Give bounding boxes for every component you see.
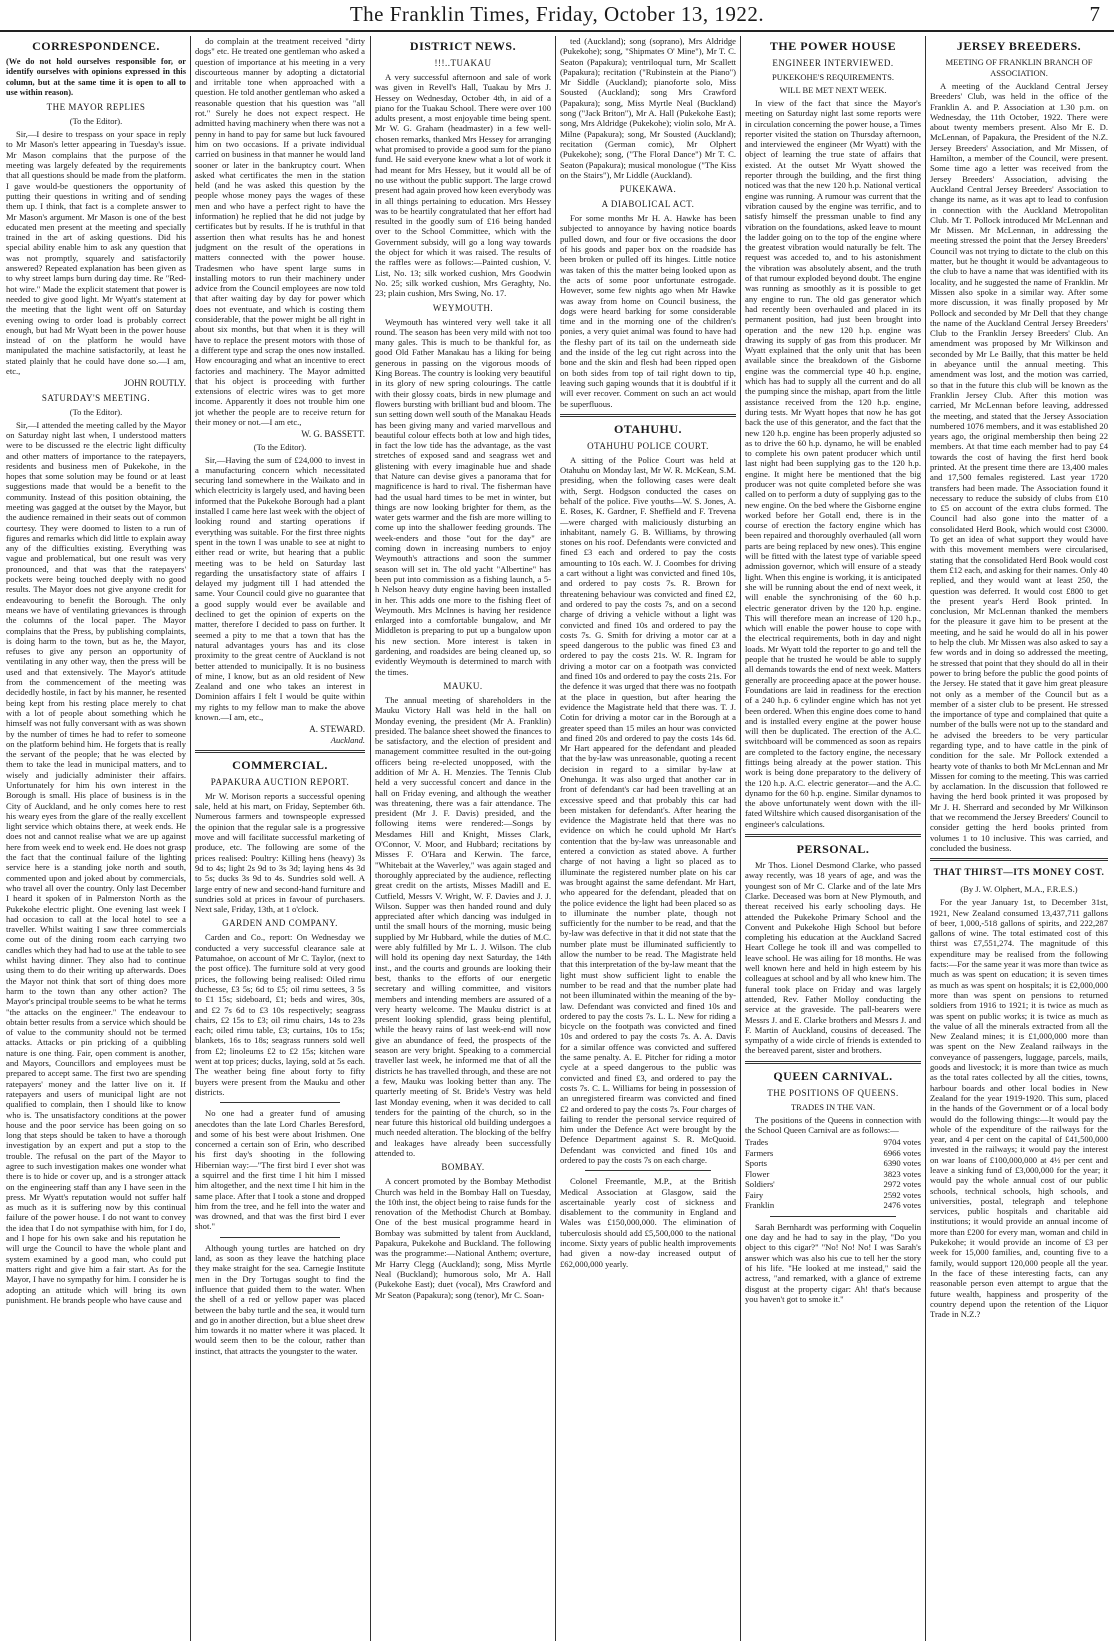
vote-row	[745, 1190, 921, 1201]
saturday-meeting-letter-continued: do complain at the treatment received "dirty dogs" etc. He treated one gentleman who asked a question of importance at his meeting in a very discourteous manner by adopting a dictatorial and irritable tone when approached with a question. He told another gentleman who asked a reasonable question that his question was "all rot." Surely he does not expect respect. He admitted having machinery when there was not a penny in hand to pay for same but luck favoured him on two occasions. If a private individual carried on business in that manner he would land sooner or later in the bankruptcy court. When asked what certificates the men in the station held (and he was asked this question by the people whose money pays the wages of these men and who have a perfect right to have the information) he replied that he did not judge by certificates but by results. If he is truthful in that assertion then what results has he and honest judgment on the result of the operations in matters connected with the power house. Tradesmen who have spent large sums in installing motors to run their machinery under advice from the Council employees are now told that after waiting day by day for power which does not eventuate, and which is costing them considerable, that the power might be all right in about six months, but that when it is they will have to replace the present motors with those of a different type and scrap the ones now installed. How encouraging and what an incentive to erect factories and machinery. The Mayor admitted that his object is proceeding with further extensions of electric wires was to get more income. Apparently it does not trouble him one jot whether the people are to receive return for their money or not.—I am etc.,	[195, 36, 365, 427]
jersey-breeders-subheading: MEETING OF FRANKLIN BRANCH OF ASSOCIATION.	[945, 57, 1093, 78]
correspondence-heading: CORRESPONDENCE.	[32, 39, 160, 53]
column-4	[560, 36, 736, 1641]
to-editor-line: (To the Editor).	[253, 441, 307, 452]
column-1	[6, 36, 186, 1641]
column-3	[375, 36, 551, 1641]
letter-signature: W. G. BASSETT.	[301, 429, 365, 440]
divider	[220, 1102, 340, 1103]
mauku-report: The annual meeting of shareholders in the Mauku Victory Hall was held in the hall on Monday evening, the president (Mr A. Franklin) presided. The balance sheet showed the finances to be satisfactory, and the election of president and management committee resulted in the out-going officers being re-elected unopposed, with the addition of Mr A. H. Menzies. The Tennis Club held a very successful concert and dance in the hall on Friday evening, and although the weather was threatening, there was a fair attendance. The president (Mr J. F. Davis) presided, and the following items were rendered:—Songs by Mesdames Hill and Knight, Misses Clark, O'Connor, V. Moor, and Hubbard; recitations by Misses F. O'Hara and Kerwin. The farce, "Whitebait at the Waverley," was again staged and thoroughly appreciated by the audience, reflecting great credit on the artists, Misses Madill and E. Cutfield, Messrs V. Wright, W. F. Davies and J. J. Wilson. Supper was then handed round and duly appreciated after which dancing was indulged in until the small hours of the morning, music being supplied by Mr Hubbard, while the duties of M.C. were ably fulfilled by Mr L. J. Wilson. The club will hold its opening day next Saturday, the 14th inst., and the courts and grounds are looking their best, thanks to the efforts of our energetic secretary and willing committee, and visitors members and intending members are assured of a very hearty welcome. The Mauku district is at present looking splendid, grass being plentiful, while the heavy rains of last week-end will now give an abundance of feed, the prospects of the season are very bright. Speaking to a commercial traveller last week, he informed me that of all the districts he has travelled through, and these are not a few, Mauku was looking better than any. The quarterly meeting of St. Bride's Vestry was held last Monday evening, when it was decided to call tenders for the painting of the church, so in the near future this historical old building undergoes a much needed alteration. The blocking of the belfry and leakages have already been successfully attended to.	[375, 694, 551, 1158]
newspaper-title: The Franklin Times, Friday, October 13, 1922.	[349, 2, 765, 26]
otahuhu-heading: OTAHUHU.	[613, 421, 683, 436]
vote-row	[745, 1200, 921, 1211]
bernhardt-anecdote: Sarah Bernhardt was performing with Coquelin one day and he had to say in the play, "Do you object to this cigar?" "No! No! No! I was Sarah's answer which was also his cue to tell her the story of his life. "He looked at me instead," said the actress, "and remarked, with a glance of extreme disgust at the property cigar: Ah! that's because you haven't got to smoke it."	[745, 1221, 921, 1304]
letter-signature: JOHN ROUTLY.	[124, 378, 186, 389]
papakura-auction-report: Mr W. Morison reports a successful opening sale, held at his mart, on Friday, September 6th. Numerous farmers and townspeople expressed the opinion that the regular sale is a progressive move and will facilitate successful marketing of produce, etc. The following are some of the prices realised: Poultry: Killing hens (heavy) 3s 9d to 4s; light 2s 9d to 3s 3d; laying hens 4s 3d to 5s; ducks 3s 9d to 4s. Sundries sold well. A large entry of new and second-hand furniture and sundries sold at prices in favour of purchasers. Next sale, Friday, 13th, at 1 o'clock.	[195, 790, 365, 915]
vote-name: Flower	[745, 1168, 770, 1179]
vote-row	[745, 1158, 921, 1169]
garden-company-report: Carden and Co., report: On Wednesday we conducted a very successful clearance sale at Patumahoe, on account of Mr C. Taylor, (next to the post office). The furniture sold at very good prices, the following being realised: Oiled rimu duchesse, £3 5s; 6d to £5; oil rimu settees, 3 5s to £1 15s; sideboard, £1; beds and wires, 30s, and £2 7s 6d to £3 10s respectively; seagrass chairs, £2 15s to £3; oil rimu chairs, 14s to 23s each; oiled rimu table, £3; curtains, 10s to 15s; blankets, 16s to 18s; seagrass runners sold well from £2; linoleums £2 to £2 15s; kitchen ware went at top prices; ducks, laying, sold at 5s each. The weather being fine about forty to fifty buyers were present from the Mauku and other districts.	[195, 932, 365, 1097]
column-rule	[925, 36, 926, 1641]
tuakau-title: !!!..TUAKAU	[434, 58, 492, 68]
section-divider	[745, 1061, 921, 1064]
vote-name: Trades	[745, 1137, 769, 1148]
irishman-anecdote: No one had a greater fund of amusing anecdotes than the late Lord Charles Beresford, and some of his best were about Irishmen. One concerned a certain son of Erin, who described his first day's shooting in the following Hibernian way:—"The first bird I ever shot was a squirrel and the first time I hit him I missed him altogether, and the next time I hit him in the same place. After that I took a stone and dropped him from the tree, and he fell into the water and was drowned, and that was the first bird I ever shot."	[195, 1108, 365, 1232]
mayor-replies-title: THE MAYOR REPLIES	[46, 102, 146, 113]
page-number: 7	[1089, 2, 1100, 26]
queen-carnival-subheading: TRADES IN THE VAN.	[790, 1101, 876, 1112]
editorial-note: (We do not hold ourselves responsible for, or identify ourselves with opinions expressed in this column, but at the same time it is open to all to use within reason).	[6, 57, 186, 97]
section-divider	[195, 750, 365, 753]
mayor-letter: Sir,—I desire to trespass on your space in reply to Mr Mason's letter appearing in Tuesday's issue. Mr Mason complains that the purpose of the meeting was largely defeated by the requirements that all questions should be made from the platform. I gave would-be questioners the opportunity of putting their questions in writing and of sending them up. I think, that fact is a complete answer to Mr Mason's argument. Mr Mason is one of the best educated men present at the meeting and specially trained in the art of asking questions. Did his special ability enable him to ask any question that was not promptly, squarely and satisfactorily answered? Repeated explanation has been given as to why street lamps burn during day time. Re "Red-hot wire." Made the explicit statement that power is needed to give good light. Mr Wyatt's statement at the meeting that the light went off on Saturday evening owing to order load is probably correct enough, but had Mr Wyatt been in the power house instead of on the platform he would have manipulated the machine satisfactorily, at least he stated plainly that he could have done so.—I am, etc.,	[6, 129, 186, 377]
saturday-meeting-title: SATURDAY'S MEETING.	[41, 392, 151, 403]
weymouth-title: WEYMOUTH.	[432, 302, 494, 313]
vote-name: Soldiers'	[745, 1179, 775, 1190]
diabolical-act-title: A DIABOLICAL ACT.	[601, 199, 695, 210]
bombay-report: A concert promoted by the Bombay Methodist Church was held in the Bombay Hall on Tuesday, the 10th inst, the object being to raise funds for the renovation of the Methodist Church at Bombay. One of the best musical programme heard in Bombay was submitted by talent from Auckland, Papakura, Pukekohe and Buckland. The following was the programme:—National Anthem; overture, Mr Harry Clegg (Auckland); song, Miss Myrtle Neal (Buckland); humorous solo, Mr A. Hall (Pukekohe East); duet (vocal), Mrs Crawford and Mr Seaton (Papakura); song (tenor), Mr C. Soan-	[375, 1176, 551, 1300]
jersey-breeders-heading: JERSEY BREEDERS.	[956, 39, 1082, 53]
bombay-report-continued: ted (Auckland); song (soprano), Mrs Aldridge (Pukekohe); song, "Shipmates O' Mine"), Mr T. C. Seaton (Papakura); ventriloqual turn, Mr Scallett (Papakura); recitation ("Rubinstein at the Piano") Mr Siddle (Auckland); pianoforte solo, Miss Sousted (Auckland); song Mrs Crawford (Papakura); song, Miss Myrtle Neal (Buckland) song ("Jack Briton"), Mr A. Hall (Pukekohe East); song, Mrs Aldridge (Pukekohe); violin solo, Mr A. Milne (Papakura); song, Mr Sousted (Auckland); recitation (German comic), Mr Olphert (Pukekohe); song, ("The Floral Dance") Mr T. C. Seaton (Papakura); musical monologue ("The Kiss on the Stairs"), Mr Liddle (Auckland).	[560, 36, 736, 180]
freemantle-item: Colonel Freemantle, M.P., at the British Medical Association at Glasgow, said the ascertainable yearly cost of sickness and disablement to the community in England and Wales was £150,000,000. The elimination of tuberculosis should add £5,500,000 to the national income. Sixty years of public health improvements had given a now-day increased output of £62,000,000 yearly.	[560, 1176, 736, 1269]
diabolical-act-report: For some months Mr H. A. Hawke has been subjected to annoyance by having notice boards pulled down, and four or five occasions the door of his goods and paper box on the roadside has been broken or pulled off its hinges. Little notice was taken of this the matter being looked upon as the acts of some poor unfortunate estrogade. However, some few nights ago when Mr Hawke was away from home on Council business, the dogs were heard barking for some considerable time and in the morning one of the children's ponies, a very quiet animal was found to have had the fleshy part of its tail on the underneath side and the inside of the leg cut right across into the bone and the skin and flesh had been ripped open on both sides from top of tail right down to tip, leaving such gaping wounds that it is doubtful if it will ever recover. Comment on such an act would be superfluous.	[560, 213, 736, 409]
divider	[220, 1237, 340, 1238]
divider	[585, 1170, 711, 1171]
jersey-breeders-report: A meeting of the Auckland Central Jersey Breeders' Club, was held in the office of the Franklin A. and P. Association at 1.30 p.m. on Wednesday, the 11th October, 1922. There were about twenty members present. Also Mr E. D. McLennan, of Papakura, the President of the N.Z. Jersey Breeders' Association, and Mr Missen, of Hamilton, a member of the Council, were present. Some time ago a letter was received from the Jersey Breeders' Association, advising the Auckland Central Jersey Breeders' Association to change its name, as it was apt to lead to confusion in connection with the Auckland Metropolitan Club. Mr T. Pollock introduced Mr McLennan and Mr Missen. Mr McLennan, in addressing the meeting stressed the point that the Jersey Breeders' Council was not trying to dictate to the club on this matter, but he thought it would be advantageous to the club to have a name that was identified with its locality, and he suggested the name of Franklin. Mr Missen also spoke in a similar way. After some more discussion, it was finally proposed by Mr Pollock and seconded by Mr Dell that they change the name of the Auckland Central Jersey Breeders' Club to the Franklin Jersey Breeders' Club. An amendment was proposed by Mr Wilkinson and seconded by Mr Le Bailly, that this matter be held in abeyance until the annual meeting. This amendment was lost, and the motion was carried, so that in the future this club will be known as the Franklin Jersey Club. After this motion was carried, Mr McLennan before leaving, addressed the meeting, and stated that the Jersey Association numbered 1076 members, and it was established 20 years ago, the original membership then being 22 members. At that time each member had to pay £4 towards the cost of having the first herd book printed. At the present time there are 13,400 males and 17,500 females registered. Last year 1720 transfers had been made. The Association found it necessary to reduce the subsidy of clubs from £10 to £5 on account of the extra clubs formed. The Council had also gone into the matter of a consolidated Herd Book, which would cost £3000. To get an idea of what support they would have with this movement members were circularised, stating that the consolidated Herd Book would cost them £12 each, and asking for their names. Only 40 replied, and they would want at least 250, the question was deferred. It would cost £800 to get the present year's Herd Book printed. In conclusion, Mr McLennan thanked the members for the pleasure it gave him to be present at the meeting, and he said he would do all in his power to help the club. Mr Missen was also asked to say a few words and in doing so addressed the meeting, he stressed that point that they should do all in their power to bring before the public the good points of the Jersey. He stated that it gave him great pleasure not only as a member of the Council but as a member of a sister club to be present. He stressed the importance of type and complained that quite a number of the bulls were not up to the standard and he advised the breeders to be very particular regarding type, and to have cattle in the pink of condition for the sale. Mr Pollock extended a hearty vote of thanks to both Mr McLennan and Mr Missen for coming to the meeting. This was carried by acclamation. In the discussion that followed re having the herd book printed it was proposed by Mr J. H. Sherrard and seconded by Mr Wilkinson that we recommend the Jersey Breeders' Council to consider getting the herd books printed from volumes 1 to 10 inclusive. This was carried, and concluded the business.	[930, 81, 1108, 853]
vote-count: 6966 votes	[883, 1147, 921, 1158]
vote-count: 6390 votes	[883, 1158, 921, 1169]
tuakau-report: A very successful afternoon and sale of work was given in Revell's Hall, Tuakau by Mrs J. Hessey on Wednesday, October 4th, in aid of a piano for the Tuakau School. There were over 100 adults present, a most enjoyable time being spent. Mr W. G. Graham (headmaster) in a few well-chosen remarks, thanked Mrs Hessey for arranging what promised to provide a good sum for the piano fund. He said everyone knew what a lot of work it had meant for Mrs Hessey, but it would all be of no use without the public support. The large crowd present had again proved how keen everybody was in all things pertaining to education. Mrs Hessey was to be heartily congratulated that her effort had resulted in the goodly sum of £16 being handed over to the School Committee, which with the Government subsidy, will go a long way towards the object for which it was raised. The results of the raffles were as follows:—Painted cushion, V. List, No. 13; silk worked cushion, Mrs Goodwin No. 25; silk worked cushion, Mrs Geraghty, No. 23; plain cushion, Mrs Swing, No. 17.	[375, 72, 551, 299]
vote-count: 2476 votes	[883, 1200, 921, 1211]
district-news-heading: DISTRICT NEWS.	[409, 39, 517, 53]
column-rule	[740, 36, 741, 1641]
vote-name: Farmers	[745, 1147, 774, 1158]
vote-table	[745, 1137, 921, 1211]
column-6	[930, 36, 1108, 1641]
column-rule	[555, 36, 556, 1641]
vote-name: Sports	[745, 1158, 767, 1169]
power-house-subheading: WILL BE MET NEXT WEEK.	[779, 85, 887, 95]
queen-carnival-intro: The positions of the Queens in connection with the School Queen Carnival are as follows:—	[745, 1114, 921, 1136]
to-editor-line: (To the Editor).	[69, 116, 123, 127]
thirst-heading: THAT THIRST—ITS MONEY COST.	[933, 868, 1105, 879]
column-5	[745, 36, 921, 1641]
vote-row	[745, 1179, 921, 1190]
garden-company-title: GARDEN AND COMPANY.	[222, 918, 338, 929]
police-court-title: OTAHUHU POLICE COURT.	[587, 440, 709, 451]
queen-carnival-heading: QUEEN CARNIVAL.	[773, 1068, 893, 1083]
section-divider	[745, 834, 921, 837]
letter-signature: A. STEWARD.	[309, 724, 365, 735]
thirst-article: For the year January 1st, to December 31st, 1921, New Zealand consumed 13,437,711 gallons of beer, 1,000,-518 gallons of spirits, and 222,287 gallons of wine. The total estimated cost of this thirst was £7,551,274. The magnitude of this expenditure may be realised from the following facts:—For the same year it was more than twice as much as was spent on education; it is seven times as much as was spent on hospitals; it is £2,000,000 more than was spent on pensions to returned soldiers from 1916 to 1921; it is twice as much as was spent on public works; it is twice as much as the value of all the minerals extracted from all the New Zealand mines; it is £1,000,000 more than was spent on the New Zealand railways in the conveyance of passengers, luggage, parcels, mails, goods and livestock; it is more than twice as much as the total rates collected by all the cities, towns, harbour boards and other local bodies in New Zealand for the year 1919-1920. This sum, placed in the hands of the Government or of a local body would do the following things:—It would pay the whole of the expenditure of the railways for the year, and 4 per cent on the capital of £41,500,000 invested in the railways; it would pay the interest on war loans of £100,000,000 at 4½ per cent and leave a sinking fund of £3,000,000 for the year; it would pay the whole annual cost of our public schools, technical schools, high schools, and universities, postal, telegraph and telephone services, public hospitals and charitable aid institutions; it would provide an annual income of more than £200 for every man, woman and child in Pukekohe; it would provide an income of £3 per week for 15,000 families, and, counting five to a family, would support 120,000 people all the year. In the face of these interesting facts, can any reasonable person even attempt to argue that the future wealth, happiness and prosperity of the country depend upon the retention of the Liquor Trade in N.Z.?	[930, 897, 1108, 1320]
power-house-report: In view of the fact that since the Mayor's meeting on Saturday night last some reports were in circulation concerning the power house, a Times reporter visited the station on Thursday afternoon, and interviewed the engineer (Mr Wyatt) with the object of learning the true state of affairs that existed. At the outset Mr Wyatt showed the reporter through the building, and the first thing noticed was that the new 120 h.p. National vertical engine was running. A rumour was current that the vibration caused by the engine was terrific, and to satisfy himself the pressman unable to find any vibration on the foundations, asked leave to mount the ladder going on to the top of the engine where the greatest vibration would naturally be felt. The request was acceded to, and to his astonishment the vibration was absolutely absent, and the truth of that rumour exploded beyond doubt. The engine was running as smoothly as it is possible to get any engine to run. The old gas generator which had recently been overhauled and placed in its permanent position, had just been brought into operation and the new 120 h.p. engine was drawing its supply of gas from this producer. Mr Wyatt explained that the only unit that has been available since the breakdown of the Gisborne engine was the commercial type 40 h.p. engine, which has had to supply all the current and do all the pumping since the mishap, apart from the little assistance received from the 120 h.p. engine, during tests. Mr Wyatt hopes that now he has got back the use of this generator, and the fact that the new 120 h.p. engine has been properly adjusted so as to drive the 60 h.p. dynamo, he will be enabled to complete his own patent producer which until last night had been supplying gas to the 120 h.p. engine. It might here be mentioned that the big producer was not quite completed before she was called on to perform a duty of supplying gas to the new engine. On the bed where the Gisborne engine worked before her Gotall end, there is in the course of erection the factory engine which has been repaired and thoroughly overhauled (all worn parts are being replaced by new ones). This engine will be fitted with the latest type of variable speed admission governor, which will ensure of a steady light. When this engine is working, it is anticipated she will be running about the end of next week, it will enable the synchronising of the 60 h.p. electric generator driven by the 120 h.p. engine. This will therefore mean an increase of 120 h.p., which will enable the power house to cope with the electrical requirements, both in day and night loads. Mr Wyatt told the reporter to go and tell the people that he trusted he would be able to supply all demands towards the end of next week. Matters generally are proceeding apace at the power house. Foundations are laid in readiness for the erection of a 240 h.p. 6 cylinder engine which has not yet been ordered. When this engine does come to hand and is installed every engine at the power house will then be duplicated. The erection of the A.C. switchboard will be commenced as soon as repairs are completed to the factory engine, the necessary fittings being already at the power station. This work is being done preparatory to the delivery of the 120 h.p. A.C. electric generator—and the A.C. dynamo for the 60 h.p. engine. Similar dynamos to the above unfortunately went down with the ill-fated Wiltshire which caused disorganisation of the engineer's calculations.	[745, 98, 921, 829]
turtles-item: Although young turtles are hatched on dry land, as soon as they leave the hatching place they make straight for the sea. Carnegie Institute men in the Dry Tortugas sought to find the influence that guided them to the water. When the shell of a red or yellow paper was placed between the baby turtle and the sea, it would turn and go in another direction, but a blue sheet drew him towards it no matter where it was placed. It would seem then to be the colour, rather than instinct, that attracts the youngster to the water.	[195, 1242, 365, 1356]
vote-count: 2972 votes	[883, 1179, 921, 1190]
police-court-report: A sitting of the Police Court was held at Otahuhu on Monday last, Mr W. R. McKean, S.M. presiding, when the following cases were dealt with, Sergt. Hodgson conducted the cases on behalf of the police. Five youths—W. S. Jones, A. E. Roses, K. Gardner, F. Sheffield and F. Trevena—were charged with maliciously disturbing an inhabitant, namely G. B. Williams, by throwing stones on his roof. Defendants were convicted and fined £3 each and ordered to pay the costs amounting to 10s each. W. J. Coombes for driving a cart without a light was convicted and fined 10s, and ordered to pay costs 7s. R. Brown for threatening behaviour was convicted and fined £2, and ordered to pay the costs 7s, and on a second charge of driving a vehicle without a light was convicted and fined 10s and ordered to pay the costs 7s. G. Smith for driving a motor car at a speed dangerous to the public was fined £3 and ordered to pay the costs 21s. W. R. Ingram for driving a motor car on a footpath was convicted and fined 10s and ordered to pay the costs 21s. For the defence it was urged that there was no footpath at the place in question, but after hearing the evidence the Magistrate held that there was. T. J. Cotin for driving a motor car in the Borough at a greater speed than 15 miles an hour was convicted and fined 20s and ordered to pay the costs 14s 6d. Mr Hart appeared for the defendant and pleaded that the by-law was unreasonable, quoting a recent decision in regard to a similar by-law at Onehunga. It was also urged that another car in front of defendant's car had been travelling at an excessive speed and that probably this car had been mistaken for defendant's. After hearing the evidence the Magistrate held that there was no evidence on which he could uphold Mr Hart's contention that the by-law was unreasonable and entered a conviction as stated above. A further charge of not having a light so placed as to illuminate the registered number plate on his car was brought against the same defendant. Mr Hart, who appeared for the defendant, pleaded that on the police evidence the light had been placed so as to illuminate the number plate, though not sufficiently for the number to be read, and that the by-law was defective in that it did not state that the number plate must be illuminated sufficiently to allow the number to be read. The Magistrate held that this interpretation of the by-law meant that the light must show sufficient light to enable the number to be read and that the number plate had not been illuminated within the meaning of the by-law. Defendant was convicted and fined 10s and ordered to pay the costs 7s. L. L. New for riding a bicycle on the footpath was convicted and fined 10s and ordered to pay the costs 7s. A. A. Davis for a similar offence was convicted and suffered the same penalty. A. E. Pitcher for riding a motor cycle at a speed dangerous to the public was convicted and fined £3, and ordered to pay the costs 7s. C. L. Williams for being in possession of an unregistered firearm was convicted and fined £2 and ordered to pay the costs 7s. Four charges of failing to render the personal service required of him under the Defence Act were brought by the Defence Department against S. R. McQuoid. Defendant was convicted and fined 10s and ordered to pay the costs 7s on each charge.	[560, 454, 736, 1165]
masthead	[0, 0, 1114, 32]
personal-heading: PERSONAL.	[796, 842, 870, 857]
personal-report: Mr Thos. Lionel Desmond Clarke, who passed away recently, was 18 years of age, and was the youngest son of Mr C. Clarke and of the late Mrs Clarke. Deceased was born at New Plymouth, and thereat received his early schooling days. He attended the Pukekohe Primary School and the Convent and Pukekohe High School but before completing his education at the Auckland Sacred Heart College he took ill and was compelled to leave school. He was ailing for 18 months. He was well known here and held in high esteem by his colleagues at school and by all who knew him. The funeral took place on Friday and was largely attended, Rev. Father Molloy conducting the service at the graveside. The pall-bearers were Messrs J. and E. Clarke brothers and Messrs J. and F. Martin of Auckland, cousins of deceased. The sympathy of a wide circle of friends is extended to the bereaved parent, sister and brothers.	[745, 860, 921, 1056]
section-divider	[560, 414, 736, 417]
vote-count: 3823 votes	[883, 1168, 921, 1179]
power-house-subheading: PUKEKOHE'S REQUIREMENTS.	[772, 72, 894, 82]
mauku-title: MAUKU.	[443, 680, 483, 691]
commercial-heading: COMMERCIAL.	[232, 757, 328, 772]
vote-row	[745, 1137, 921, 1148]
to-editor-line: (To the Editor).	[69, 406, 123, 417]
vote-count: 2592 votes	[883, 1189, 921, 1200]
pukekawa-title: PUKEKAWA.	[619, 184, 677, 195]
column-rule	[190, 36, 191, 1641]
vote-count: 9704 votes	[883, 1137, 921, 1148]
divider	[770, 1216, 896, 1217]
vote-name: Fairy	[745, 1189, 764, 1200]
saturday-meeting-letter: Sir,—I attended the meeting called by the Mayor on Saturday night last when, I understood matters were to be discussed re the electric light difficulty and other matters of importance to the ratepayers, residents and business men of Pukekohe, in the hopes that some solution may be found or at least suggestions made that would be a benefit to the community. Instead of this position obtaining, the meeting was gagged at the outset by the Mayor, but the audience remained in their seats out of common courtesy. They were doomed to listen to a run of figures and remarks which did little to explain away any of the difficulties existing. Everything was vague and problematical, but one result was very pronounced, and that was that the ratepayers' pockets were being touched deeply with no good results. The Mayor does not give anyone credit for endeavouring to benefit the Borough. The only means we have of ventilating grievances is through the columns of the local paper. The Mayor complains that the Press, by publishing complaints, is doing harm to the town, but as he, the Mayor, refuses to give any person an opportunity of ventilating in any other way, then the press will be used and that extensively. The Mayor's attitude from the commencement of the meeting was decidedly hostile, in fact by his manner, he resented being kept from his resting place merely to chat with a lot of people about something which he himself was not fully conversant with as was shown by the number of times he had to refer to someone on the platform behind him. He forgets that is really the servant of the people; that he was elected by them to take the lead in municipal matters, and to wisely and judicially administer their affairs. Unfortunately for him his own interest in the Borough is small. His place of business is in the City of Auckland, and he only comes here to rest his weary eyes from the glare of the really excellent light service which obtains there, at week ends. He does not and cannot realise what we are up against here from week end to week end. He does not grasp the fact that the continual failure of the lighting service here is a standing joke north and south, commented upon and joked about by commercials, who travel all over the country. Only last December I heard it spoken of in Palmerston North as the Pukekohe electric plight. One evening last week I had occasion to call at the local hotel to see a traveller. Whilst waiting I saw three commercials come out of the dining room each carrying two candles which they had had to use at the table to see whilst having dinner. They also had to continue using them to do their writing up afterwards. Does the Mayor not think that sort of thing does more harm to the town than any other action? The Mayor's principal trouble seems to be what he terms "the attacks on the engineer." The endeavour to obtain better results from a service which should be of value to the community should not be termed attacks. Attacks or pin pricking of a quibbling nature is one thing. Fair, open comment is another, and Mayors, Councillors and employees must be prepared to accept same. The first two are spending ratepayers' money and the latter live on it. If ratepayers and users of municipal light are not qualified to complain, then I should like to know who is. The unsatisfactory conditions at the power house and the poor service has been going on so long that steps should be taken to have a thorough investigation by an expert and put a stop to the trouble. The refusal on the part of the Mayor to agree to such investigation makes one wonder what there is to hide or cover up, and is a stronger attack on the engineering staff than any I have seen in the press. Mr Wyatt's reputation would not suffer half as much as it is suffering now by this continual failure of the power house. I do not want to convey the idea that I do not sympathise with him, for I do, and I hope for his own sake and his reputation he will urge the Council to have the whole plant and system examined by a good man, who could put matters right and give him a fair start. As for the Mayor, I have no sympathy for him. I consider he is adopting an attitude which will bring its own punishment. He brands people who have cause and	[6, 419, 186, 1305]
column-rule	[370, 36, 371, 1641]
vote-row	[745, 1148, 921, 1159]
vote-name: Franklin	[745, 1200, 775, 1211]
queen-carnival-subheading: THE POSITIONS OF QUEENS.	[767, 1087, 899, 1098]
power-house-subheading: ENGINEER INTERVIEWED.	[772, 58, 894, 68]
letter-place: Auckland.	[330, 734, 365, 745]
section-divider	[930, 858, 1108, 861]
bombay-title: BOMBAY.	[441, 1162, 485, 1173]
weymouth-report: Weymouth has wintered very well take it all round. The season has been very mild with not too many gales. This is much to be thankful for, as good Old Father Manakau has a liking for being generous in passing on the vigorous moods of King Boreas. The country is looking very beautiful in its glory of new spring colourings. The cattle with their glossy coats, birds in new plumage and flowers bursting with brilliant bud and bloom. The sun setting down well south of the Manakau Heads has been giving many and varied marvellous and beautiful colour effects both at low and high tides, in fact the low tide has the advantage, as the vast stretches of exposed sand and seagrass wet and glistening with every imaginable hue and shade that Nature can devise gives a panorama that for magnificence is hard to rival. The fisherman have had the usual hard times to be met in winter, but things are now looking brighter for them, as the water gets warmer and the fish are more willing to come up into the shallower feeding grounds. The week-enders and those "out for the day" are coming down in increasing numbers to enjoy Weymouth's attractions and soon the summer season will set in. The old yacht "Albertine" has been put into commission as a fishing launch, a 5-h Nelson heavy duty engine having been installed in her. This adds one more to the fishing fleet of Weymouth. Mrs McInnes is having her residence enlarged into a comfortable bungalow, and Mr Middleton is preparing to put up a bungalow upon his new section. More interest is taken in gardening, and roadsides are being cleaned up, so evidently Weymouth is determined to march with the times.	[375, 316, 551, 677]
column-2	[195, 36, 365, 1641]
vote-row	[745, 1169, 921, 1180]
power-house-heading: THE POWER HOUSE	[769, 39, 897, 53]
thirst-byline: (By J. W. Olphert, M.A., F.R.E.S.)	[960, 884, 1078, 895]
papakura-auction-title: PAPAKURA AUCTION REPORT.	[210, 776, 350, 787]
investor-letter: Sir,—Having the sum of £24,000 to invest in a manufacturing concern which necessitated securing land somewhere in the Waikato and in which electricity is largely used, and having been informed that the Pukekohe Borough had a plant installed I came here last week with the object of looking round and starting operations if everything was suitable. For the first three nights spent in the town I was unable to see at night to either read or write, but hearing that a public meeting was to be held on Saturday last regarding the unsatisfactory state of affairs I delayed my judgment till I had attended the same. Your Council could give no guarantee that a good supply would ever be available and declined to get the opinion of experts on the matter, therefore I decided to pass on further. It seemed a pity to me that a town that has the natural advantages yours has and its close proximity to the great centre of Auckland is not better attended to municipally. It is no business of mine, I know, but as an old resident of New Zealand and one who takes an interest in Dominion affairs I felt I would be quite within my rights to my fellow man to make the above known.—I am, etc.,	[195, 454, 365, 722]
